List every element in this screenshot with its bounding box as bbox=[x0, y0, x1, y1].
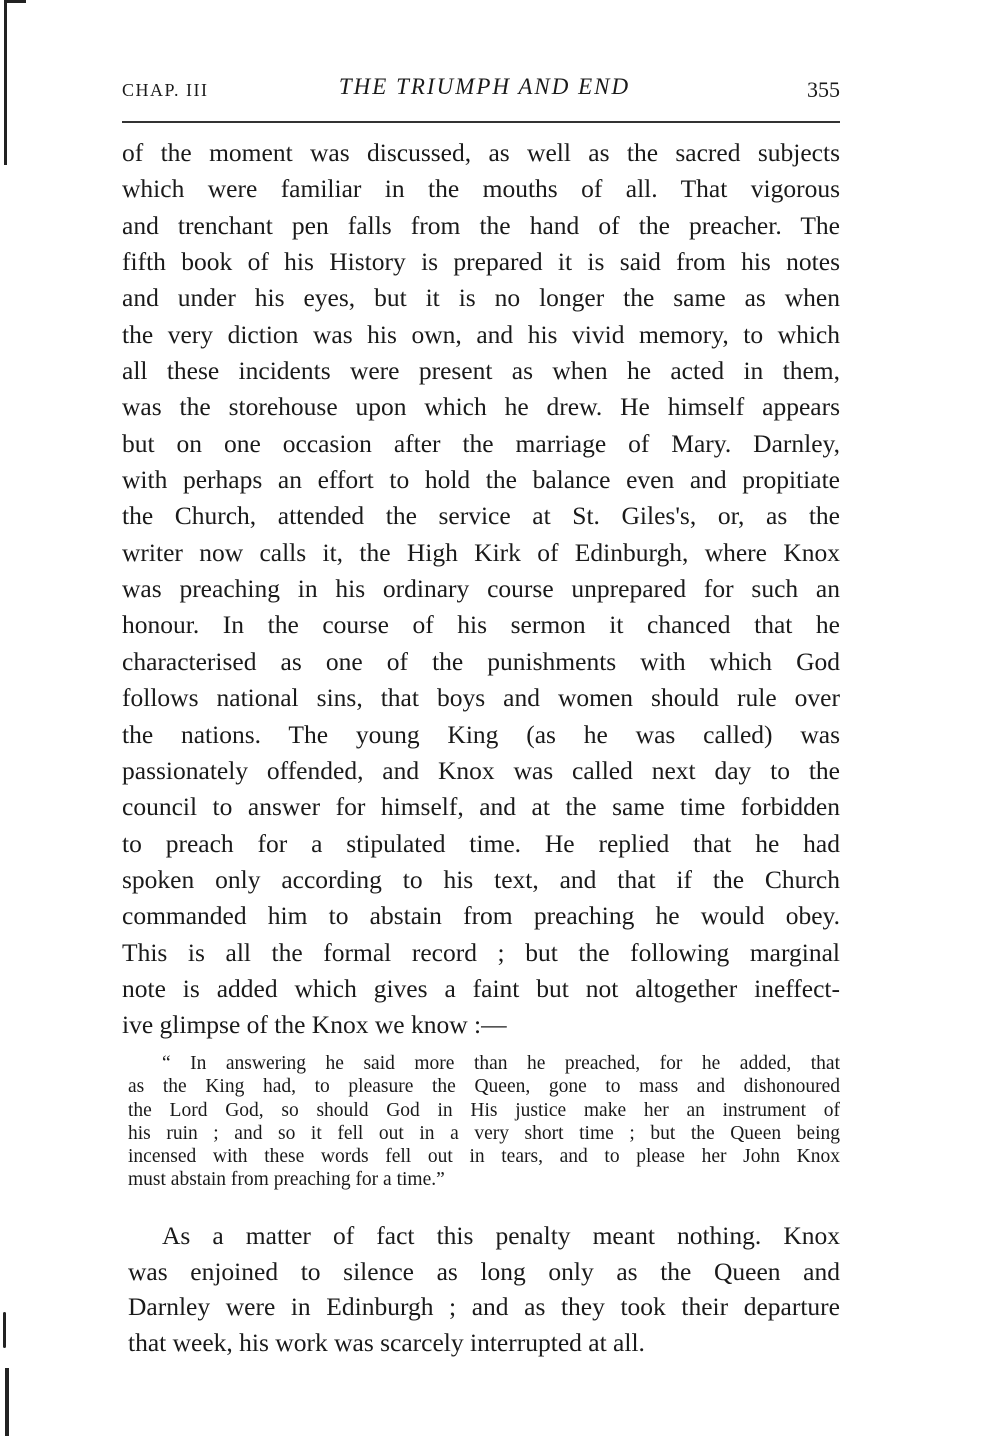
text-line: that week, his work was scarcely interrupted at all. bbox=[128, 1327, 645, 1357]
text-line: of the moment was discussed, as well as the sacred subjects bbox=[122, 138, 840, 167]
quote-line: incensed with these words fell out in tears, and to please her John Knox bbox=[128, 1146, 840, 1168]
page-number: 355 bbox=[807, 77, 840, 102]
text-line: with perhaps an effort to hold the balance even and propitiate bbox=[122, 465, 840, 495]
text-line: the Church, attended the service at St. Giles's, or, as the bbox=[122, 501, 840, 531]
text-line: characterised as one of the punishments with which God bbox=[122, 646, 840, 676]
chapter-label: CHAP. III bbox=[122, 80, 209, 100]
text-line: This is all the formal record ; but the following marginal bbox=[122, 937, 840, 967]
text-line: honour. In the course of his sermon it chanced that he bbox=[122, 610, 840, 640]
text-line: spoken only according to his text, and that if the Church bbox=[122, 864, 840, 894]
text-line: commanded him to abstain from preaching he would obey. bbox=[122, 901, 840, 931]
text-line: and trenchant pen falls from the hand of the preacher. The bbox=[122, 210, 840, 240]
quote-line: “ In answering he said more than he preached, for he added, that bbox=[162, 1053, 840, 1074]
text-line: passionately offended, and Knox was called next day to the bbox=[122, 755, 840, 785]
scan-edge-mark bbox=[5, 1368, 9, 1436]
quote-line: his ruin ; and so it fell out in a very short time ; but the Queen being bbox=[128, 1122, 840, 1144]
text-line: note is added which gives a faint but not altogether ineffect- bbox=[122, 973, 840, 1003]
quote-line: must abstain from preaching for a time.” bbox=[128, 1169, 445, 1191]
text-line: As a matter of fact this penalty meant nothing. Knox bbox=[162, 1221, 840, 1250]
text-line: was the storehouse upon which he drew. He himself appears bbox=[122, 392, 840, 422]
text-line: Darnley were in Edinburgh ; and as they took their departure bbox=[128, 1292, 840, 1321]
body-paragraph bbox=[122, 135, 840, 1044]
text-line: ive glimpse of the Knox we know :— bbox=[122, 1010, 507, 1040]
quote-line: the Lord God, so should God in His justice make her an instrument of bbox=[128, 1099, 840, 1121]
text-line: to preach for a stipulated time. He replied that he had bbox=[122, 828, 840, 858]
running-title: THE TRIUMPH AND END bbox=[338, 74, 631, 99]
quote-line: as the King had, to pleasure the Queen, gone to mass and dishonoured bbox=[128, 1076, 840, 1098]
scan-edge-mark bbox=[4, 0, 26, 3]
text-line: which were familiar in the mouths of all. That vigorous bbox=[122, 174, 840, 204]
closing-paragraph bbox=[128, 1218, 840, 1360]
text-line: council to answer for himself, and at the same time forbidden bbox=[122, 792, 840, 822]
text-line: writer now calls it, the High Kirk of Edinburgh, where Knox bbox=[122, 537, 840, 567]
text-line: was enjoined to silence as long only as the Queen and bbox=[128, 1256, 840, 1286]
text-line: was preaching in his ordinary course unprepared for such an bbox=[122, 574, 840, 604]
scan-edge-mark bbox=[3, 1312, 6, 1348]
text-line: but on one occasion after the marriage of Mary. Darnley, bbox=[122, 428, 840, 458]
text-line: and under his eyes, but it is no longer the same as when bbox=[122, 283, 840, 313]
page-header bbox=[122, 74, 840, 110]
text-line: follows national sins, that boys and women should rule over bbox=[122, 683, 840, 713]
text-line: fifth book of his History is prepared it is said from his notes bbox=[122, 247, 840, 277]
header-rule bbox=[122, 121, 840, 123]
scan-edge-mark bbox=[4, 0, 7, 165]
text-line: the nations. The young King (as he was called) was bbox=[122, 719, 840, 749]
block-quote bbox=[128, 1052, 840, 1192]
text-line: all these incidents were present as when he acted in them, bbox=[122, 356, 840, 386]
text-line: the very diction was his own, and his vivid memory, to which bbox=[122, 319, 840, 349]
